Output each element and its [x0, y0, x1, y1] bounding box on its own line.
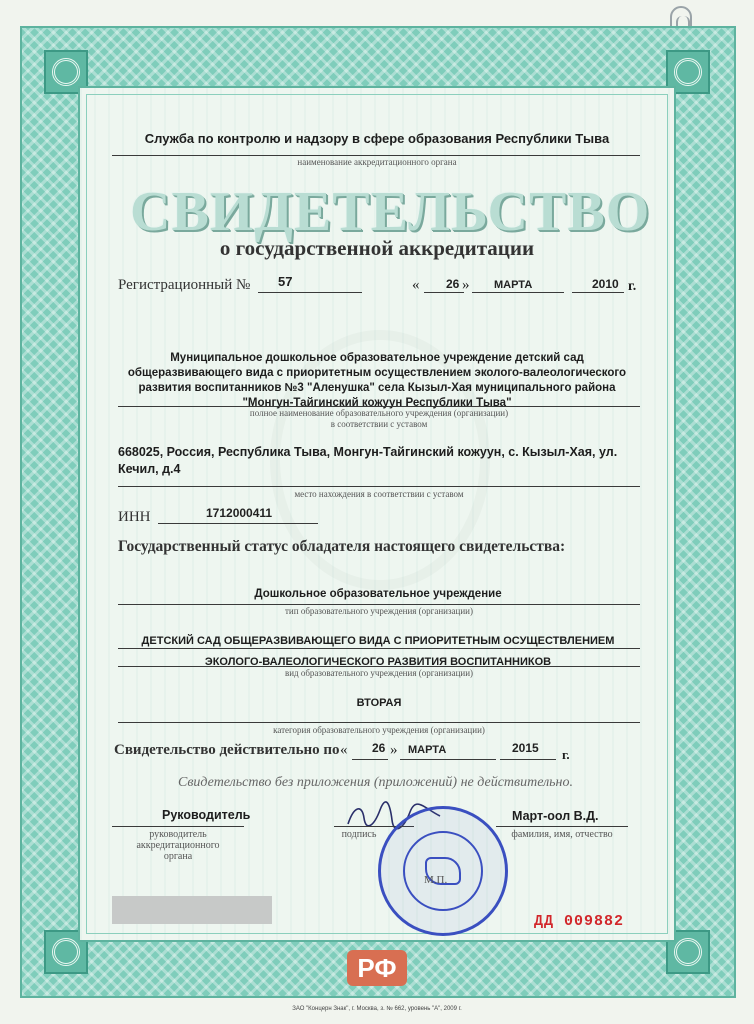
printer-line: ЗАО "Концерн Знак", г. Москва, з. № 662, уровень "А", 2009 г. [292, 1006, 462, 1012]
status-type-line [118, 604, 640, 605]
inn-label: ИНН [118, 509, 151, 525]
status-kind-line-2 [118, 666, 640, 667]
stamp-place: М.П. [424, 874, 448, 886]
validity-year-line [500, 759, 556, 760]
position-line [112, 826, 244, 827]
appendix-note: Свидетельство без приложения (приложений) не действительно. [178, 775, 574, 790]
signatory-name: Март-оол В.Д. [512, 809, 599, 823]
registration-day: 26 [446, 277, 460, 291]
address-caption: место нахождения в соответствии с уставом [294, 489, 464, 499]
position-caption-2: аккредитационного [136, 840, 220, 851]
status-type-caption: тип образовательного учреждения (организации) [285, 606, 473, 616]
name-caption: фамилия, имя, отчество [511, 829, 613, 840]
status-kind: ДЕТСКИЙ САД ОБЩЕРАЗВИВАЮЩЕГО ВИДА С ПРИОРИТЕТНЫМ ОСУЩЕСТВЛЕНИЕМ ЭКОЛОГО-ВАЛЕОЛОГИЧЕСКОГО РАЗВИТИЯ ВОСПИТАННИКОВ [141, 635, 615, 668]
inn-value: 1712000411 [206, 506, 273, 520]
registration-number-line [258, 292, 362, 293]
certificate-subtitle: о государственной аккредитации [219, 236, 535, 260]
registration-close-quote: » [462, 277, 470, 293]
validity-month: МАРТА [408, 744, 447, 756]
position-caption-3: органа [163, 851, 193, 862]
authority-name: Служба по контролю и надзору в сфере образования Республики Тыва [144, 131, 610, 146]
official-seal [378, 806, 508, 936]
registration-number: 57 [278, 274, 293, 289]
registration-open-quote: « [412, 277, 420, 293]
status-type: Дошкольное образовательное учреждение [254, 588, 502, 600]
validity-close-quote: » [390, 742, 398, 758]
authority-caption: наименование аккредитационного органа [297, 157, 457, 167]
institution-caption-1: полное наименование образовательного учреждения (организации) [249, 408, 509, 418]
validity-open-quote: « [340, 742, 348, 758]
certificate-title: СВИДЕТЕЛЬСТВО [130, 181, 651, 243]
address-line [118, 486, 640, 487]
registration-year-line [572, 292, 624, 293]
registration-month-line [472, 292, 564, 293]
validity-label: Свидетельство действительно по [114, 742, 340, 758]
institution-caption-2: в соответствии с уставом [330, 419, 428, 429]
rf-logo: РФ [347, 950, 407, 986]
registration-year: 2010 [592, 277, 619, 291]
serial-number: ДД 009882 [534, 913, 625, 930]
signatory-position: Руководитель [162, 808, 251, 822]
signature-caption: подпись [341, 829, 377, 840]
name-line [496, 826, 628, 827]
registration-label: Регистрационный № [118, 277, 251, 293]
registration-day-line [424, 292, 464, 293]
registration-year-suffix: г. [628, 279, 637, 294]
inn-line [158, 523, 318, 524]
validity-year: 2015 [512, 741, 539, 755]
status-category-caption: категория образовательного учреждения (организации) [273, 725, 485, 735]
status-category-line [118, 722, 640, 723]
institution-line [118, 406, 640, 407]
validity-month-line [400, 759, 496, 760]
position-caption-1: руководитель [149, 829, 207, 840]
status-kind-line-1 [118, 648, 640, 649]
validity-day: 26 [372, 741, 386, 755]
institution-address: 668025, Россия, Республика Тыва, Монгун-Тайгинский кожуун, с. Кызыл-Хая, ул. Кечил, д.4 [118, 445, 618, 476]
registration-month: МАРТА [494, 279, 533, 291]
validity-day-line [352, 759, 388, 760]
authority-line [112, 155, 640, 156]
status-heading: Государственный статус обладателя настоящего свидетельства: [118, 538, 566, 555]
institution-full-name: Муниципальное дошкольное образовательное учреждение детский сад общеразвивающего вида с приоритетным осуществлением эколого-валеологического развития воспитанников №3 "Аленушка" села Кызыл-Хая муниципального района "Монгун-Тайгинский кожуун Республики Тыва" [127, 352, 627, 409]
status-kind-caption: вид образовательного учреждения (организации) [284, 668, 474, 678]
validity-year-suffix: г. [562, 747, 570, 762]
redacted-area [112, 896, 272, 924]
status-category: ВТОРАЯ [356, 697, 402, 709]
